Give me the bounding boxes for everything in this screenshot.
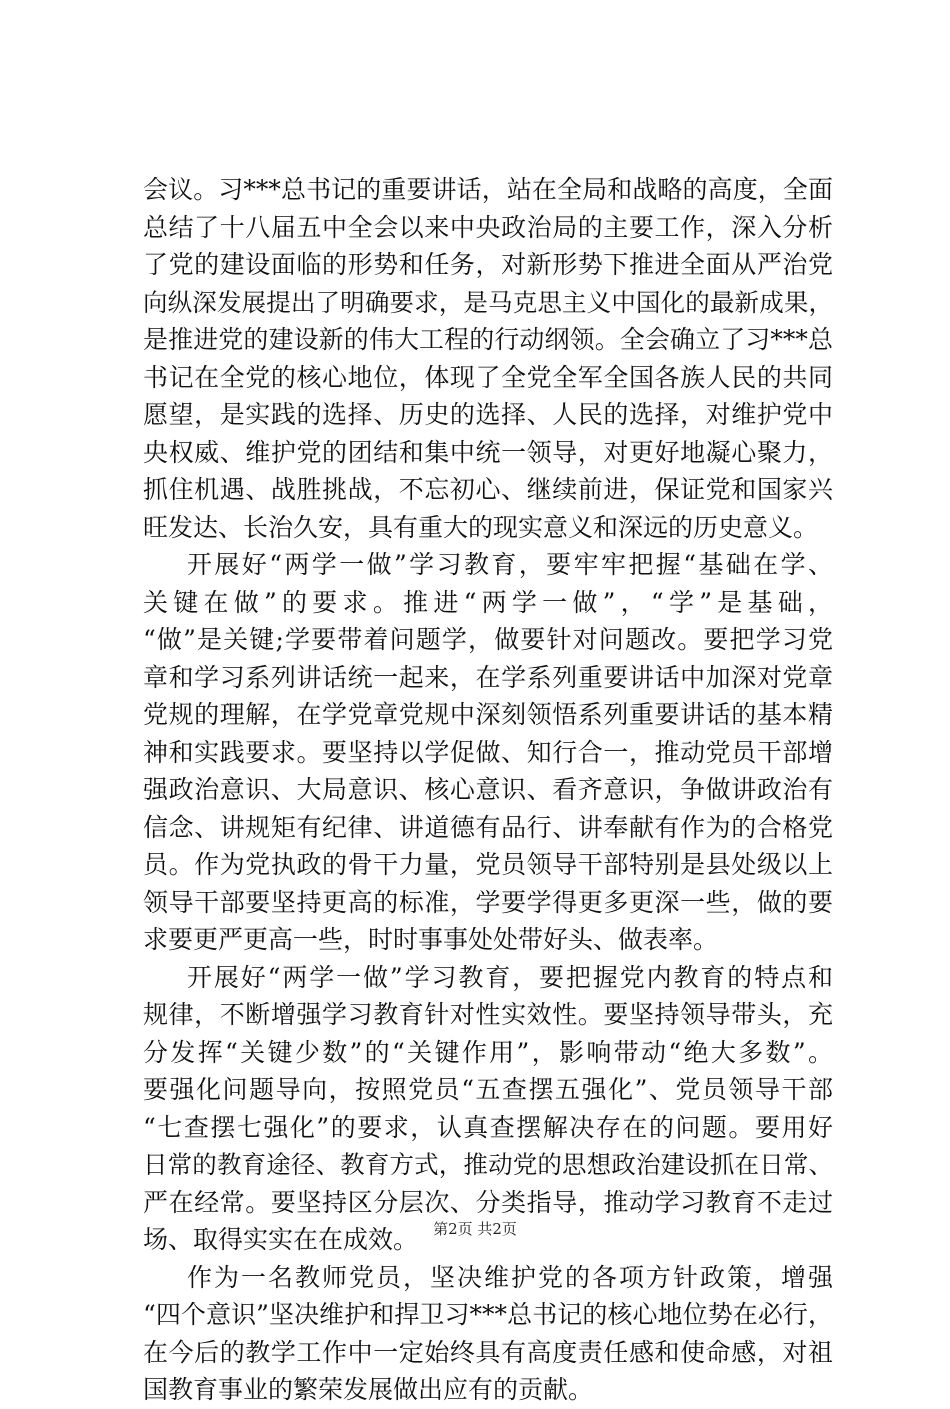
- text-line: 旺发达、长治久安，具有重大的现实意义和深远的历史意义。: [143, 512, 819, 542]
- text-line: 开展好“两学一做”学习教育，要把握党内教育的特点和: [187, 962, 833, 992]
- text-line: 员。作为党执政的骨干力量，党员领导干部特别是县处级以上: [143, 850, 833, 879]
- text-line: 领导干部要坚持更高的标准，学要学得更多更深一些，做的要: [143, 887, 833, 917]
- text-line: 是推进党的建设新的伟大工程的行动纲领。全会确立了习***总: [143, 325, 833, 354]
- text-line: 强政治意识、大局意识、核心意识、看齐意识，争做讲政治有: [143, 775, 833, 804]
- text-line: 向纵深发展提出了明确要求，是马克思主义中国化的最新成果，: [143, 287, 833, 317]
- page-number-footer: 第2页 共2页: [433, 1220, 517, 1238]
- text-line: 会议。习***总书记的重要讲话，站在全局和战略的高度，全面: [143, 175, 833, 204]
- text-line: 抓住机遇、战胜挑战，不忘初心、继续前进，保证党和国家兴: [143, 475, 833, 504]
- text-line: “七查摆七强化”的要求，认真查摆解决存在的问题。要用好: [143, 1112, 833, 1142]
- paragraph-3: [143, 959, 833, 1259]
- text-line: 分发挥“关键少数”的“关键作用”，影响带动“绝大多数”。: [143, 1037, 833, 1067]
- text-line: 愿望，是实践的选择、历史的选择、人民的选择，对维护党中: [143, 400, 833, 429]
- paragraph-1: [143, 171, 833, 546]
- text-line: 严在经常。要坚持区分层次、分类指导，推动学习教育不走过: [143, 1187, 833, 1217]
- text-line: 作为一名教师党员，坚决维护党的各项方针政策，增强: [187, 1262, 833, 1292]
- text-line: 关键在做”的要求。推进“两学一做”，“学”是基础，: [143, 587, 833, 617]
- text-line: 场、取得实实在在成效。: [143, 1225, 419, 1254]
- text-line: 国教育事业的繁荣发展做出应有的贡献。: [143, 1375, 594, 1404]
- text-line: 要强化问题导向，按照党员“五查摆五强化”、党员领导干部: [143, 1075, 833, 1104]
- text-line: 总结了十八届五中全会以来中央政治局的主要工作，深入分析: [143, 212, 833, 242]
- text-line: 开展好“两学一做”学习教育，要牢牢把握“基础在学、: [187, 550, 833, 579]
- text-line: “做”是关键;学要带着问题学，做要针对问题改。要把学习党: [143, 625, 833, 654]
- text-line: 了党的建设面临的形势和任务，对新形势下推进全面从严治党: [143, 250, 833, 279]
- text-line: “四个意识”坚决维护和捍卫习***总书记的核心地位势在必行，: [143, 1300, 833, 1329]
- text-line: 章和学习系列讲话统一起来，在学系列重要讲话中加深对党章: [143, 662, 833, 692]
- text-line: 信念、讲规矩有纪律、讲道德有品行、讲奉献有作为的合格党: [143, 812, 833, 842]
- text-line: 规律，不断增强学习教育针对性实效性。要坚持领导带头，充: [143, 1000, 833, 1029]
- text-line: 神和实践要求。要坚持以学促做、知行合一，推动党员干部增: [143, 737, 833, 767]
- text-line: 求要更严更高一些，时时事事处处带好头、做表率。: [143, 925, 719, 954]
- paragraph-4: [143, 1259, 833, 1409]
- text-line: 央权威、维护党的团结和集中统一领导，对更好地凝心聚力，: [143, 437, 833, 467]
- text-line: 日常的教育途径、教育方式，推动党的思想政治建设抓在日常、: [143, 1150, 833, 1179]
- text-line: 书记在全党的核心地位，体现了全党全军全国各族人民的共同: [143, 362, 833, 392]
- text-line: 在今后的教学工作中一定始终具有高度责任感和使命感，对祖: [143, 1337, 833, 1367]
- paragraph-2: [143, 546, 833, 959]
- text-line: 党规的理解，在学党章党规中深刻领悟系列重要讲话的基本精: [143, 700, 833, 729]
